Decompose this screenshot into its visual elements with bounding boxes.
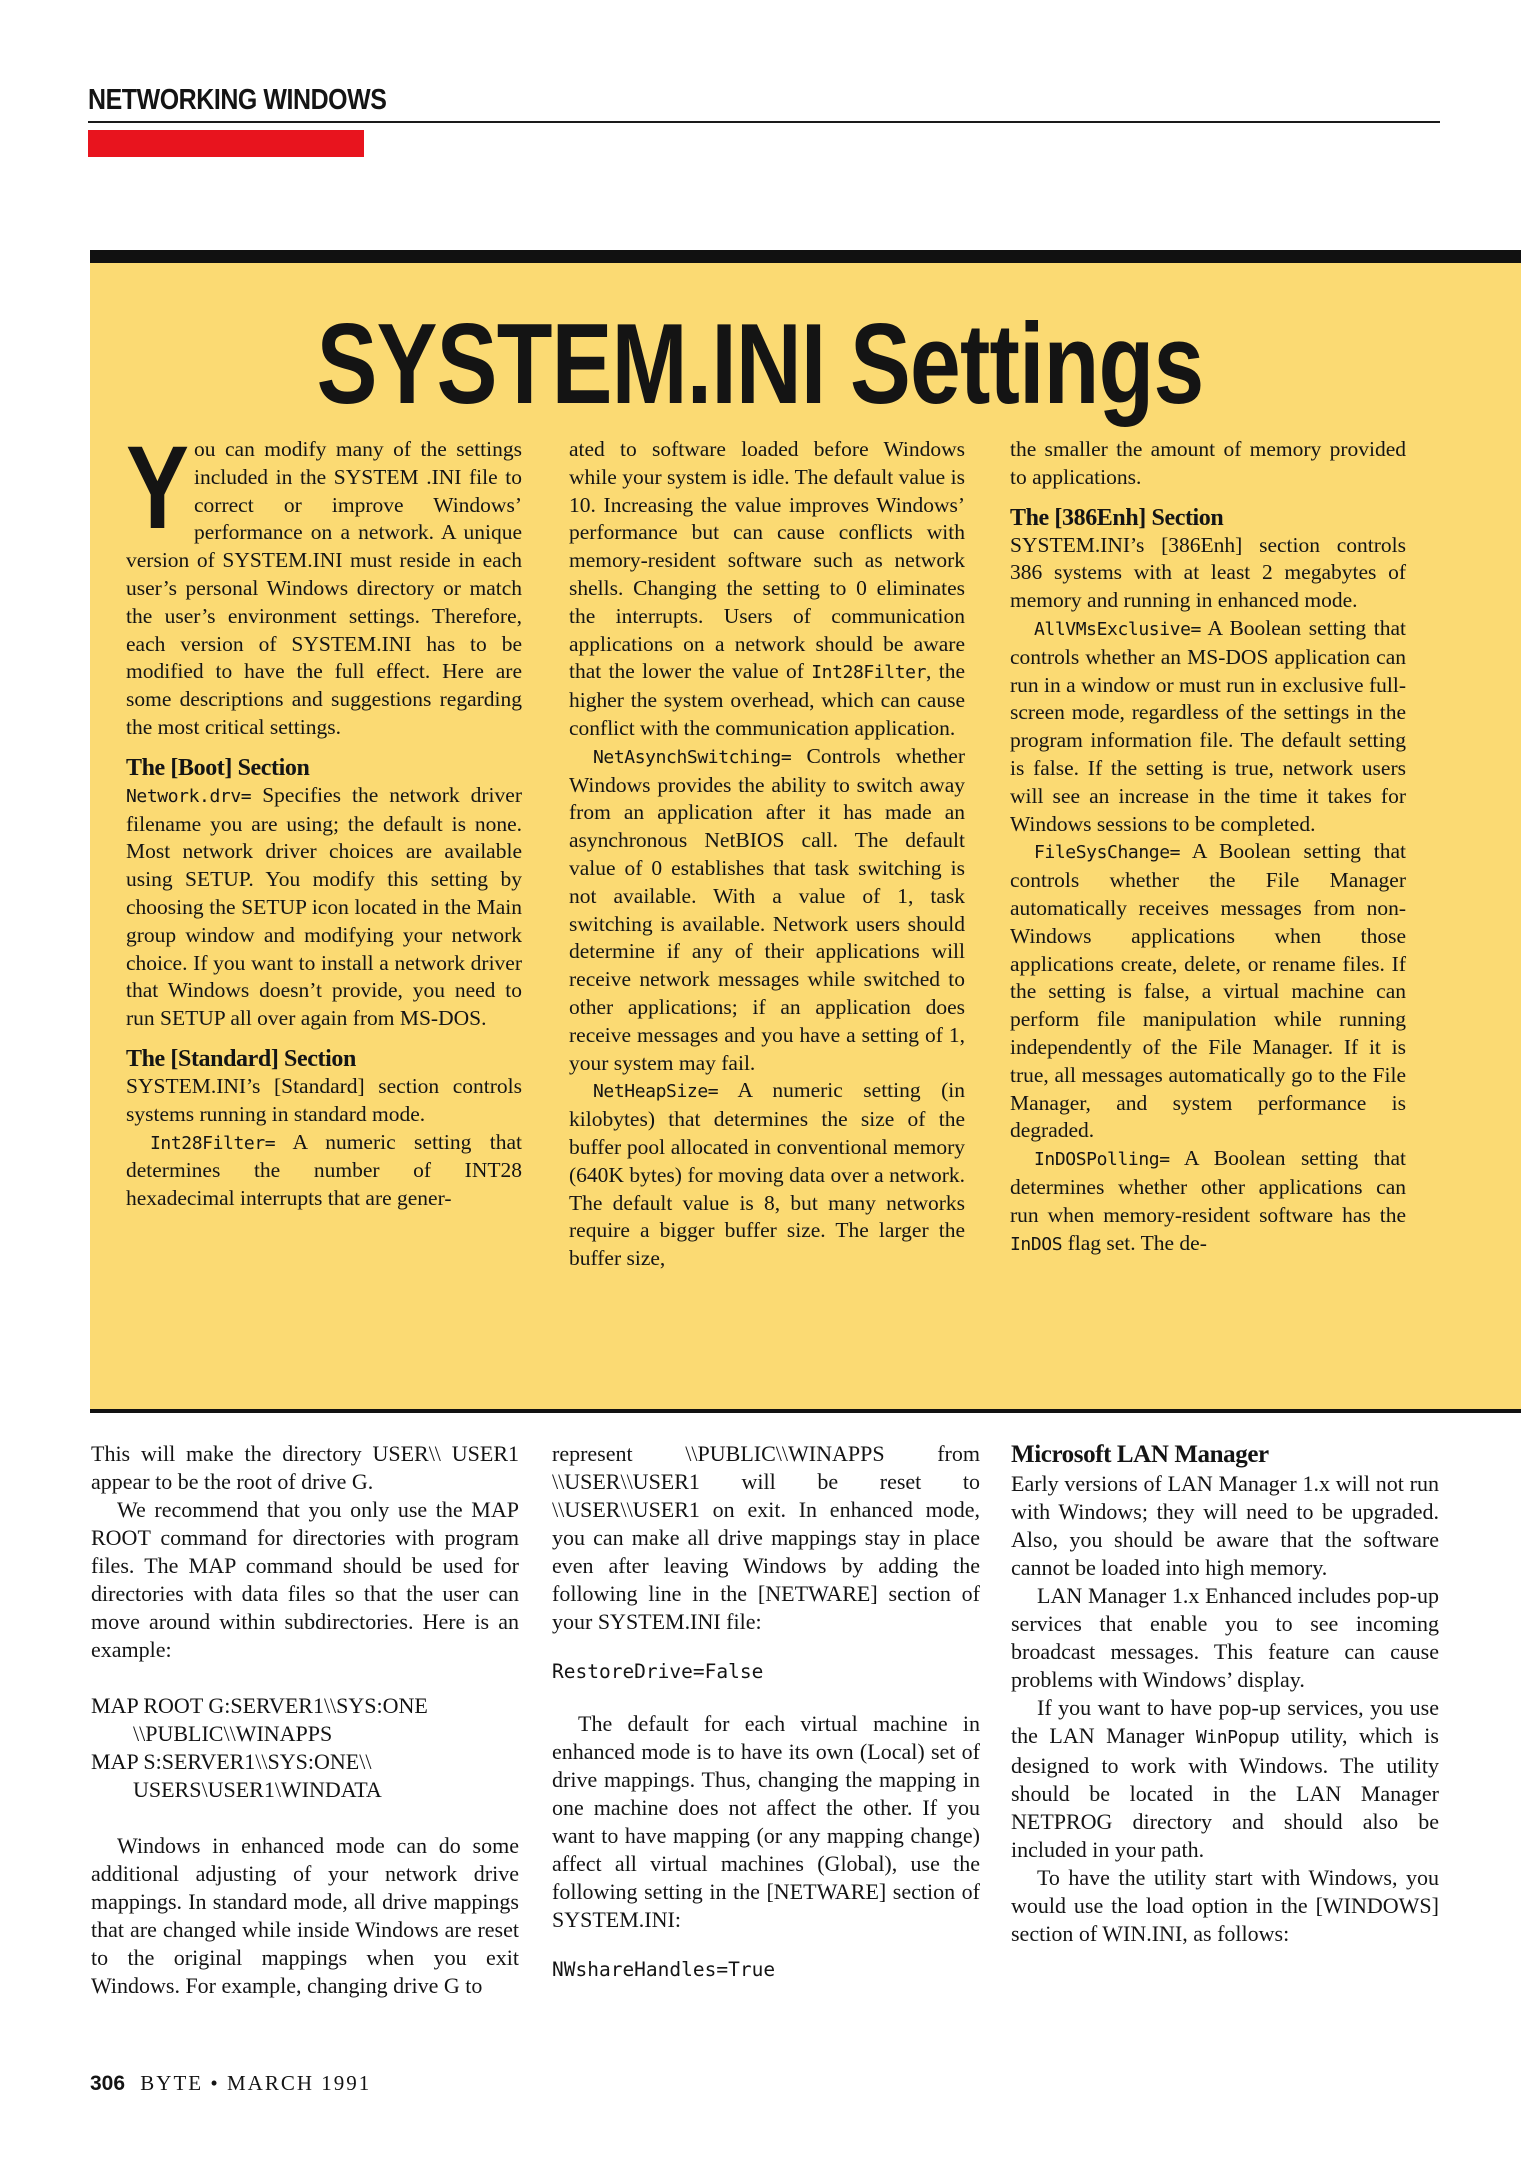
code-line: RestoreDrive=False <box>552 1660 764 1683</box>
netheap-paragraph: NetHeapSize= A numeric setting (in kilobytes) that determines the size of the buffer pool allocated in conventional memory (640K bytes) for moving data over a network. The default value is 8, but many networks require a bigger buffer size. The larger the buffer size, <box>569 1078 965 1271</box>
body-paragraph: LAN Manager 1.x Enhanced includes pop-up services that enable you to see incoming broadcast messages. This feature can cause problems with Windows’ display. <box>1011 1583 1439 1692</box>
header-rule <box>88 121 1440 123</box>
accent-bar <box>88 130 364 157</box>
code-line: NWshareHandles=True <box>552 1958 776 1981</box>
code-line: MAP ROOT G:SERVER1\\SYS:ONE <box>91 1693 428 1718</box>
standard-paragraph: SYSTEM.INI’s [Standard] section controls systems running in standard mode. <box>126 1073 522 1126</box>
standard-section-heading: The [Standard] Section <box>126 1045 356 1072</box>
intro-paragraph: You can modify many of the settings included in the SYSTEM .INI file to correct or improve Windows’ performance on a network. A unique version of SYSTEM.INI must reside in each user’s personal Windows directory or match the user’s environment settings. Therefore, each version of SYSTEM.INI has to be modified to have the full effect. Here are some descriptions and suggestions regarding the most critical settings. <box>126 422 522 739</box>
sidebar-title: SYSTEM.INI Settings <box>316 301 1204 428</box>
sidebar-column-1 <box>126 422 522 1213</box>
body-paragraph: represent \\PUBLIC\\WINAPPS from \\USER\\USER1 will be reset to \\USER\\USER1 on exit. In enhanced mode, you can make all drive mappings stay in place even after leaving Windows by adding the following line in the [NETWARE] section of your SYSTEM.INI file: <box>552 1441 980 1634</box>
sidebar-bottom-rule <box>90 1409 1521 1413</box>
sidebar-box <box>90 263 1521 1409</box>
sidebar-column-3 <box>1010 436 1406 1258</box>
netasynch-paragraph: NetAsynchSwitching= Controls whether Windows provides the ability to switch away from an application after it has made an asynchronous NetBIOS call. The default value of 0 establishes that task switching is not available. With a value of 1, task switching is available. Network users should determine if any of their applications will receive network messages while switched to other applications; if an application does receive messages and you have a setting of 1, your system may fail. <box>569 743 965 1075</box>
network-drv-paragraph: Network.drv= Specifies the network driver filename you are using; the default is none. Most network driver choices are available using SETUP. You modify this setting by choosing the SETUP icon located in the Main group window and modifying your network choice. If you want to install a network driver that Windows doesn’t provide, you need to run SETUP all over again from MS-DOS. <box>126 782 522 1031</box>
sidebar-top-rule <box>90 250 1521 263</box>
body-column-3 <box>1011 1440 1439 1948</box>
int28-paragraph: Int28Filter= A numeric setting that determines the number of INT28 hexadecimal interrupts that are gener- <box>126 1129 522 1211</box>
sidebar-column-2 <box>569 436 965 1273</box>
map-root-code-block <box>91 1692 519 1804</box>
body-paragraph: This will make the directory USER\\ USER1 appear to be the root of drive G. <box>91 1441 519 1494</box>
boot-section-heading: The [Boot] Section <box>126 754 310 781</box>
page-number: 306 <box>90 2072 126 2095</box>
int28-continued-paragraph: ated to software loaded before Windows while your system is idle. The default value is 10. Increasing the value improves Windows’ performance but can cause conflicts with memory-resident software such as network shells. Changing the setting to 0 eliminates the interrupts. Users of communication applications on a network should be aware that the lower the value of Int28Filter, the higher the system overhead, which can cause conflict with the communication application. <box>569 437 965 740</box>
body-column-2 <box>552 1440 980 2008</box>
filesys-paragraph: FileSysChange= A Boolean setting that controls whether the File Manager automatically receives messages from non-Windows applications when those applications create, delete, or rename files. If the setting is false, a virtual machine can perform file manipulation while running independently of the File Manager. If it is true, all messages automatically go to the File Manager, and system performance is degraded. <box>1010 839 1406 1143</box>
enh-paragraph: SYSTEM.INI’s [386Enh] section controls 386 systems with at least 2 megabytes of memory and running in enhanced mode. <box>1010 532 1406 613</box>
body-paragraph: We recommend that you only use the MAP ROOT command for directories with program files. The MAP command should be used for directories with data files so that the user can move around within subdirectories. Here is an example: <box>91 1497 519 1662</box>
code-line: USERS\USER1\WINDATA <box>133 1777 382 1802</box>
code-line: \\PUBLIC\\WINAPPS <box>133 1721 333 1746</box>
allvms-paragraph: AllVMsExclusive= A Boolean setting that controls whether an MS-DOS application can run in a window or must run in exclusive full-screen mode, regardless of the settings in the program information file. The default setting is false. If the setting is true, network users will see an increase in the time it takes for Windows sessions to be completed. <box>1010 615 1406 836</box>
body-paragraph: The default for each virtual machine in enhanced mode is to have its own (Local) set of drive mappings. Thus, changing the mapping in one machine does not affect the other. If you want to have mapping (or any mapping change) affect all virtual machines (Global), use the following setting in the [NETWARE] section of SYSTEM.INI: <box>552 1711 980 1932</box>
buffer-continued-paragraph: the smaller the amount of memory provided to applications. <box>1010 437 1406 489</box>
enh-section-heading: The [386Enh] Section <box>1010 504 1224 531</box>
body-paragraph: Early versions of LAN Manager 1.x will not run with Windows; they will need to be upgraded. Also, you should be aware that the software cannot be loaded into high memory. <box>1011 1471 1439 1580</box>
code-line: MAP S:SERVER1\\SYS:ONE\\ <box>91 1749 372 1774</box>
body-paragraph: If you want to have pop-up services, you use the LAN Manager WinPopup utility, which is designed to work with Windows. The utility should be located in the LAN Manager NETPROG directory and should also be included in your path. <box>1011 1695 1439 1862</box>
drop-cap: Y <box>126 422 189 554</box>
body-column-1 <box>91 1440 519 2000</box>
publication-line: BYTE • MARCH 1991 <box>140 2071 372 2095</box>
body-paragraph: Windows in enhanced mode can do some additional adjusting of your network drive mappings. In standard mode, all drive mappings that are changed while inside Windows are reset to the original mappings when you exit Windows. For example, changing drive G to <box>91 1833 519 1998</box>
indos-paragraph: InDOSPolling= A Boolean setting that determines whether other applications can run when memory-resident software has the InDOS flag set. The de- <box>1010 1146 1406 1255</box>
body-paragraph: To have the utility start with Windows, you would use the load option in the [WINDOWS] section of WIN.INI, as follows: <box>1011 1865 1439 1946</box>
section-label: NETWORKING WINDOWS <box>88 84 387 116</box>
lan-manager-heading: Microsoft LAN Manager <box>1011 1441 1269 1468</box>
page-footer <box>90 2071 371 2096</box>
